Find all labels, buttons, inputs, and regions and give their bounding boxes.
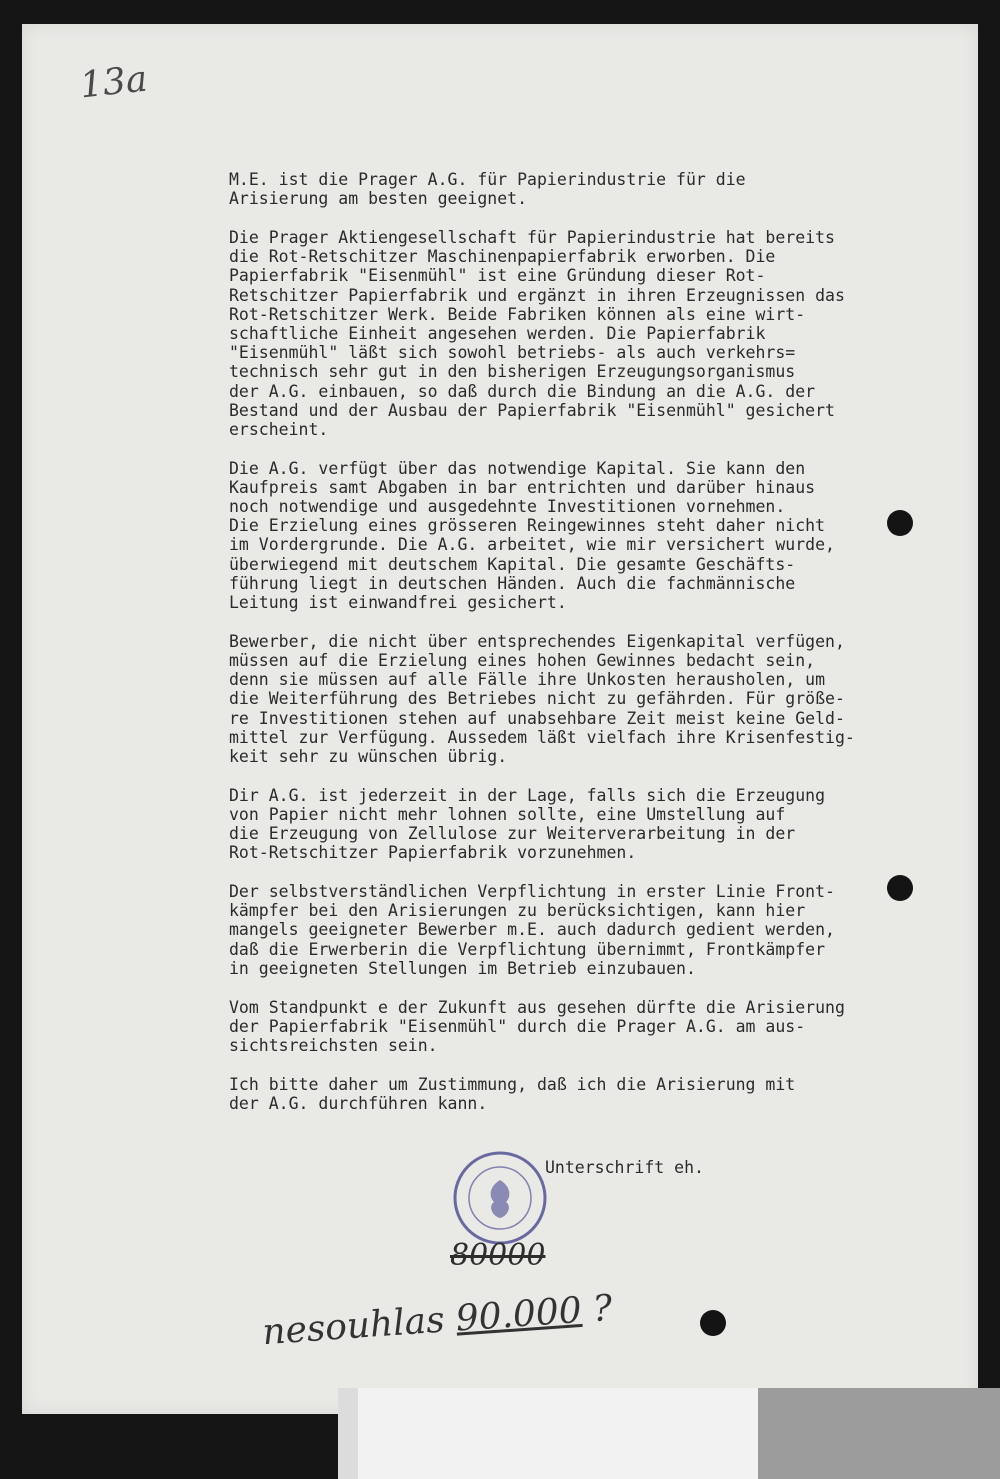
text-line: Der selbstverständlichen Verpflichtung in erster Linie Front- bbox=[229, 882, 835, 901]
text-line: mittel zur Verfügung. Aussedem läßt vielfach ihre Krisenfestig- bbox=[229, 727, 855, 747]
text-line: mangels geeigneter Bewerber m.E. auch dadurch gedient werden, bbox=[229, 920, 835, 940]
text-line: überwiegend mit deutschem Kapital. Die gesamte Geschäfts- bbox=[229, 554, 796, 574]
text-line: daß die Erwerberin die Verpflichtung übernimmt, Frontkämpfer bbox=[229, 939, 826, 959]
text-line: führung liegt in deutschen Händen. Auch die fachmännische bbox=[229, 573, 796, 593]
crossed-out-amount: 80000 bbox=[450, 1238, 546, 1273]
handnote-amount: 90.000 bbox=[454, 1289, 583, 1340]
handnote-word: nesouhlas bbox=[260, 1299, 446, 1354]
punch-hole bbox=[887, 875, 913, 901]
text-line: der Papierfabrik "Eisenmühl" durch die Prager A.G. am aus- bbox=[229, 1016, 806, 1036]
text-line: Die Erzielung eines grösseren Reingewinnes steht daher nicht bbox=[229, 516, 826, 536]
text-line: re Investitionen stehen auf unabsehbare Zeit meist keine Geld- bbox=[229, 708, 845, 728]
text-line: Retschitzer Papierfabrik und ergänzt in ihren Erzeugnissen das bbox=[229, 285, 845, 305]
text-line: Arisierung am besten geeignet. bbox=[229, 189, 528, 209]
text-line: M.E. ist die Prager A.G. für Papierindustrie für die bbox=[229, 170, 746, 189]
text-line: Vom Standpunkt e der Zukunft aus gesehen dürfte die Arisierung bbox=[229, 997, 845, 1017]
folio-number: 13a bbox=[78, 58, 150, 107]
handnote-mark: ? bbox=[591, 1287, 614, 1331]
text-line: "Eisenmühl" läßt sich sowohl betriebs- als auch verkehrs= bbox=[229, 343, 796, 363]
text-line: Papierfabrik "Eisenmühl" ist eine Gründung dieser Rot- bbox=[229, 266, 766, 286]
text-line: Rot-Retschitzer Werk. Beide Fabriken können als eine wirt- bbox=[229, 304, 806, 324]
text-line: der A.G. einbauen, so daß durch die Bindung an die A.G. der bbox=[229, 381, 816, 401]
calibration-strip-gray bbox=[758, 1388, 1000, 1479]
paragraph-4 bbox=[229, 632, 989, 766]
text-line: Ich bitte daher um Zustimmung, daß ich die Arisierung mit bbox=[229, 1074, 796, 1094]
text-line: die Erzeugung von Zellulose zur Weiterverarbeitung in der bbox=[229, 824, 796, 844]
text-line: Bewerber, die nicht über entsprechendes Eigenkapital verfügen, bbox=[229, 631, 845, 651]
paragraph-6 bbox=[229, 882, 989, 978]
text-line: kämpfer bei den Arisierungen zu berücksichtigen, kann hier bbox=[229, 901, 806, 921]
text-line: Die Prager Aktiengesellschaft für Papierindustrie hat bereits bbox=[229, 227, 835, 247]
letter-body bbox=[229, 170, 989, 1133]
text-line: Dir A.G. ist jederzeit in der Lage, falls sich die Erzeugung bbox=[229, 785, 826, 805]
paragraph-8 bbox=[229, 1075, 989, 1113]
punch-hole bbox=[700, 1310, 726, 1336]
text-line: von Papier nicht mehr lohnen sollte, eine Umstellung auf bbox=[229, 804, 786, 824]
text-line: keit sehr zu wünschen übrig. bbox=[229, 746, 508, 766]
text-line: Rot-Retschitzer Papierfabrik vorzunehmen. bbox=[229, 843, 637, 863]
text-line: noch notwendige und ausgedehnte Investitionen vornehmen. bbox=[229, 497, 786, 517]
text-line: in geeigneten Stellungen im Betrieb einzubauen. bbox=[229, 958, 696, 978]
signature-line: Unterschrift eh. bbox=[545, 1158, 704, 1177]
punch-hole bbox=[887, 510, 913, 536]
text-line: die Weiterführung des Betriebes nicht zu gefährden. Für größe- bbox=[229, 689, 845, 709]
paragraph-3 bbox=[229, 459, 989, 613]
paragraph-5 bbox=[229, 786, 989, 863]
calibration-strip-edge bbox=[338, 1388, 358, 1479]
text-line: Kaufpreis samt Abgaben in bar entrichten und darüber hinaus bbox=[229, 477, 816, 497]
text-line: Bestand und der Ausbau der Papierfabrik "Eisenmühl" gesichert bbox=[229, 400, 835, 420]
text-line: denn sie müssen auf alle Fälle ihre Unkosten herausholen, um bbox=[229, 670, 826, 690]
text-line: Die A.G. verfügt über das notwendige Kapital. Sie kann den bbox=[229, 458, 806, 478]
text-line: im Vordergrunde. Die A.G. arbeitet, wie mir versichert wurde, bbox=[229, 535, 835, 555]
text-line: der A.G. durchführen kann. bbox=[229, 1093, 488, 1113]
paragraph-1 bbox=[229, 170, 989, 208]
text-line: schaftliche Einheit angesehen werden. Die Papierfabrik bbox=[229, 323, 766, 343]
archive-stamp bbox=[450, 1148, 550, 1248]
text-line: erscheint. bbox=[229, 419, 329, 439]
text-line: sichtsreichsten sein. bbox=[229, 1035, 438, 1055]
paragraph-7 bbox=[229, 998, 989, 1056]
calibration-strip-light bbox=[338, 1388, 758, 1479]
text-line: Leitung ist einwandfrei gesichert. bbox=[229, 593, 567, 613]
text-line: die Rot-Retschitzer Maschinenpapierfabrik erworben. Die bbox=[229, 247, 776, 267]
text-line: technisch sehr gut in den bisherigen Erzeugungsorganismus bbox=[229, 362, 796, 382]
paragraph-2 bbox=[229, 228, 989, 439]
text-line: müssen auf die Erzielung eines hohen Gewinnes bedacht sein, bbox=[229, 650, 816, 670]
